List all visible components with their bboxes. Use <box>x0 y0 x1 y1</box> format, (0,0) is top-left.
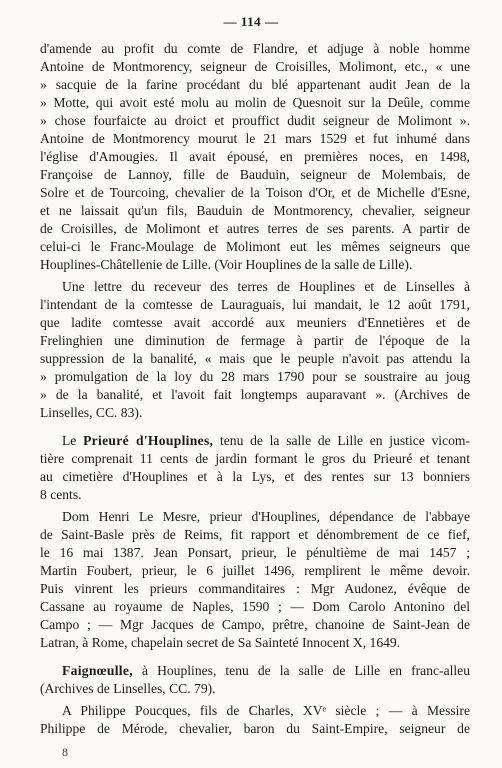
faignoeulle-heading: Faignœulle, <box>62 663 133 678</box>
text-line: Frelinghien une diminution de fermage à partir de l'époque de la <box>40 333 470 348</box>
text-line: de Croisilles, de Molimont et autres terres de ses parents. A partir de <box>40 221 470 236</box>
text-line: Une lettre du receveur des terres de Houplines et de Linselles à <box>62 279 470 294</box>
text-line: celui-ci le Franc-Moulage de Molimont eut les mêmes seigneurs que <box>40 239 470 254</box>
text-line: d'amende au profit du comte de Flandre, et adjuge à noble homme <box>40 41 470 56</box>
page-number: — 114 — <box>223 14 279 29</box>
faignoeulle-heading-line <box>62 662 470 680</box>
prieure-heading: Prieuré d'Houplines, <box>83 433 214 448</box>
text-line: Antoine de Montmorency, seigneur de Croisilles, Molimont, etc., « une <box>40 59 470 74</box>
text-line: tière comprenait 11 cents de jardin formant le gros du Prieuré et tenant <box>40 451 470 466</box>
text-line: Houplines-Châtellenie de Lille. (Voir Houplines de la salle de Lille). <box>40 257 413 272</box>
text-line: Françoise de Lannoy, fille de Bauduin, seigneur de Molembais, de <box>40 167 470 182</box>
text-line: Philippe de Mérode, chevalier, baron du Saint-Empire, seigneur de <box>40 721 470 736</box>
prieure-lead: Le <box>62 433 77 448</box>
text-line: l'église d'Amougies. Il avait épousé, en premières noces, en 1498, <box>40 149 470 164</box>
footer-mark: 8 <box>62 745 68 759</box>
text-line: A Philippe Poucques, fils de Charles, XVᵉ siècle ; — à Messire <box>62 703 470 718</box>
text-line: (Archives de Linselles, CC. 79). <box>40 681 216 696</box>
text-line: Linselles, CC. 83). <box>40 405 143 420</box>
text-line: » sacquie de la farine procédant du blé appartenant audit Jean de la <box>40 77 470 92</box>
text-line: 8 cents. <box>40 487 82 502</box>
text-line: tenu de la salle de Lille en justice vicom- <box>219 433 471 448</box>
text-line: » de la banalité, et l'avoit fait longtemps auparavant ». (Archives de <box>40 387 470 402</box>
text-line: Cassane au royaume de Naples, 1590 ; — Dom Carolo Antonino del <box>40 599 470 614</box>
text-line: » promulgation de la loy du 28 mars 1790 pour se soustraire au joug <box>40 369 470 384</box>
text-line: que ladite comtesse avait accordé aux meuniers d'Ennetières et de <box>40 315 470 330</box>
text-line: Puis vinrent les prieurs commanditaires : Mgr Audonez, évêque de <box>40 581 470 596</box>
text-line: de Saint-Basle près de Reims, fit rapport et dénombrement de ce fief, <box>40 527 470 542</box>
text-line: Latran, à Rome, chapelain secret de Sa Sainteté Innocent X, 1649. <box>40 635 401 650</box>
text-line: Dom Henri Le Mesre, prieur d'Houplines, dépendance de l'abbaye <box>62 509 470 524</box>
text-line: Martin Foubert, prieur, le 6 juillet 1496, remplirent le même devoir. <box>40 563 470 578</box>
text-line: » Motte, qui avoit esté molu au molin de Quesnoit sur la Deûle, comme <box>40 95 470 110</box>
text-line: le 16 mai 1387. Jean Ponsart, prieur, le pénultième de mai 1457 ; <box>40 545 470 560</box>
text-line: » chose fourfaicte au droict et prouffict dudit seigneur de Molimont ». <box>40 113 470 128</box>
text-line: et ne laissait qu'un fils, Bauduin de Montmorency, chevalier, seigneur <box>40 203 470 218</box>
text-line: au cimetière d'Houplines et à la Lys, et des rentes sur 13 bonniers <box>40 469 470 484</box>
text-line: Campo ; — Mgr Jacques de Campo, prêtre, chanoine de Saint-Jean de <box>40 617 470 632</box>
text-line: Antoine de Montmorency mourut le 21 mars 1529 et fut inhumé dans <box>40 131 470 146</box>
text-line: Solre et de Tourcoing, chevalier de la Toison d'Or, et de Michelle d'Esne, <box>40 185 470 200</box>
text-line: suppression de la banalité, « mais que le peuple n'avoit pas attendu la <box>40 351 470 366</box>
prieure-heading-line <box>62 432 470 450</box>
text-line: à Houplines, tenu de la salle de Lille en franc-alleu <box>141 663 470 678</box>
text-line: l'intendant de la comtesse de Lauraguais, lui mandait, le 12 août 1791, <box>40 297 470 312</box>
